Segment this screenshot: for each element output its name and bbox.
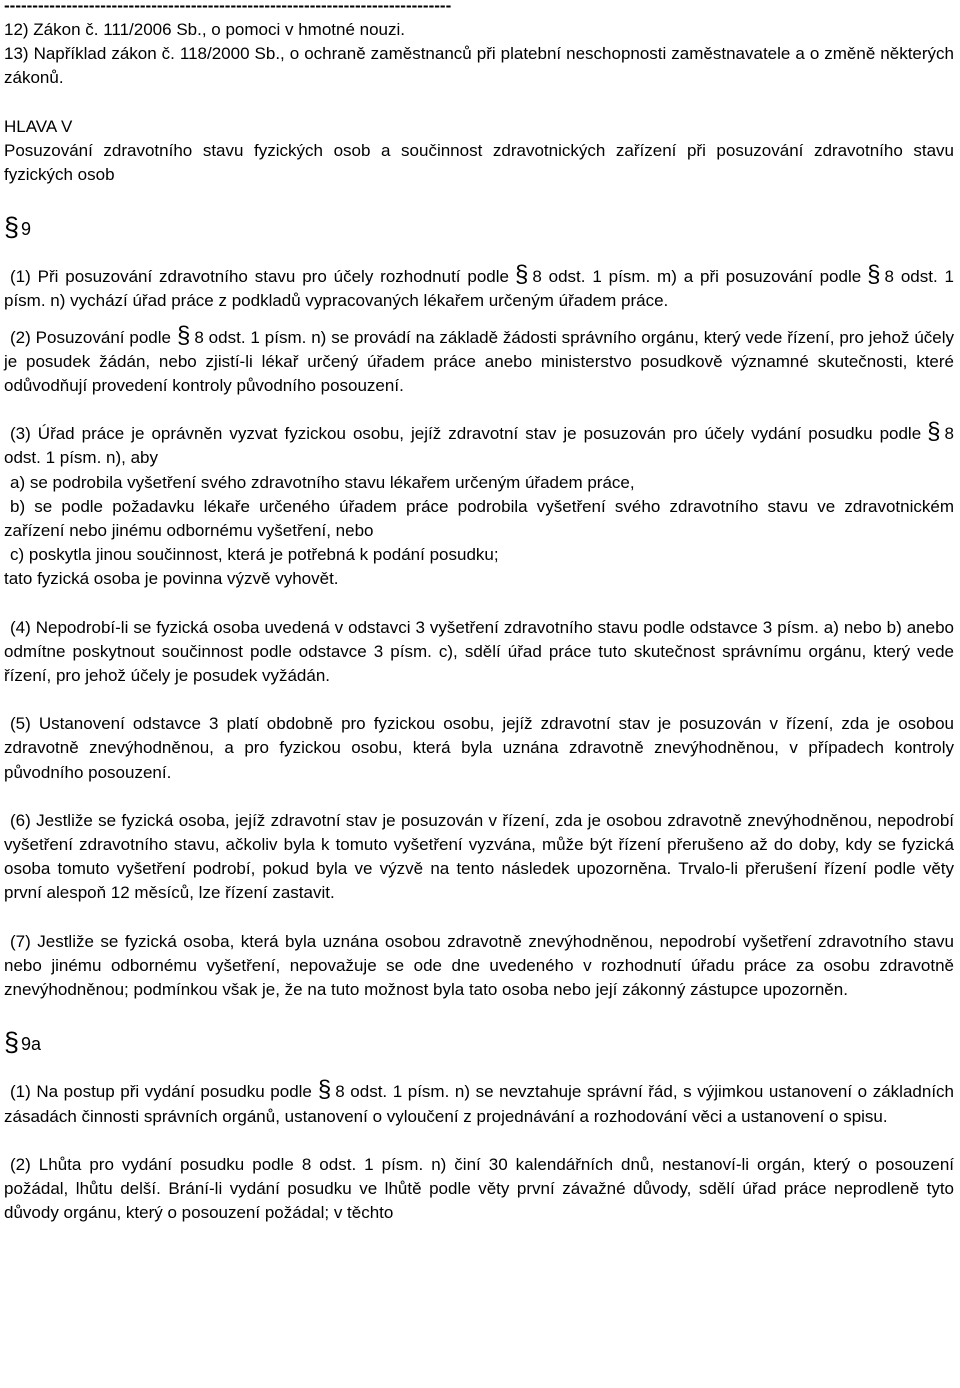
list-item-c: c) poskytla jinou součinnost, která je potřebná k podání posudku; (10, 545, 499, 565)
section-heading-9 (4, 211, 954, 241)
paragraph-9-6: (6) Jestliže se fyzická osoba, jejíž zdravotní stav je posuzován v řízení, zda je osobou zdravotně znevýhodněnou, nepodrobí vyšetření zdravotního stavu, ačkoliv byla k tomuto vyšetření vyzvána, může být řízení přerušeno až do doby, kdy se fyzická osoba tomuto vyšetření podrobí, pokud byla ve výzvě na tento následek upozorněna. Trvalo-li přerušení řízení podle věty první alespoň 12 měsíců, lze řízení zastavit. (4, 810, 954, 903)
paragraph-9-2: (2) Posuzování podle § 8 odst. 1 písm. n) se provádí na základě žádosti správního orgánu, který vede řízení, pro jehož účely je posudek žádán, nebo zjistí-li lékař určený úřadem práce anebo ministerstvo posudkově významné skutečnosti, které odůvodňují provedení kontroly původního posouzení. (4, 321, 954, 396)
section-sign-icon: § (176, 321, 191, 349)
footnote-13: 13) Například zákon č. 118/2000 Sb., o ochraně zaměstnanců při platební neschopnosti zaměstnavatele a o změně některých zákonů. (4, 44, 954, 88)
section-sign-icon: § (927, 418, 941, 446)
paragraph-9-5: (5) Ustanovení odstavce 3 platí obdobně pro fyzickou osobu, jejíž zdravotní stav je posuzován v řízení, zda je osobou zdravotně znevýhodněnou, a pro fyzickou osobu, která byla uznána zdravotně znevýhodněnou, v případech kontroly původního posouzení. (4, 714, 954, 782)
separator-line: ------------------------------------------------------------------------------- (4, 0, 452, 15)
paragraph-9a-1: (1) Na postup při vydání posudku podle § 8 odst. 1 písm. n) se nevztahuje správní řád, s výjimkou ustanovení o základních zásadách činnosti správních orgánů, ustanovení o vyloučení z projednávání a rozhodování věci a ustanovení o spisu. (4, 1076, 954, 1126)
section-number: 9a (21, 1034, 42, 1055)
section-sign-icon: § (514, 261, 529, 289)
paragraph-9-4: (4) Nepodrobí-li se fyzická osoba uvedená v odstavci 3 vyšetření zdravotního stavu podle odstavce 3 písm. a) nebo b) anebo odmítne poskytnout součinnost podle odstavce 3 písm. c), sdělí úřad práce tuto skutečnost správnímu orgánu, který vede řízení, pro jehož účely je posudek vyžádán. (4, 617, 954, 686)
section-sign-icon: § (867, 261, 881, 289)
paragraph-9-7: (7) Jestliže se fyzická osoba, která byla uznána osobou zdravotně znevýhodněnou, nepodrobí vyšetření zdravotního stavu nebo jinému odbornému vyšetření, nepovažuje se ode dne uvedeného v rozhodnutí úřadu práce za osobu zdravotně znevýhodněnou; podmínkou však je, že na tuto možnost byla tato osoba nebo její zákonný zástupce upozorněn. (4, 931, 954, 1000)
chapter-title: Posuzování zdravotního stavu fyzických osob a součinnost zdravotnických zařízení při posuzování zdravotního stavu fyzických osob (4, 140, 954, 185)
paragraph-9a-2: (2) Lhůta pro vydání posudku podle 8 odst. 1 písm. n) činí 30 kalendářních dnů, nestanoví-li orgán, který o posouzení požádal, lhůtu delší. Brání-li vydání posudku ve lhůtě podle věty první závažné důvody, sdělí úřad práce neprodleně tyto důvody orgánu, který o posouzení požádal; v těchto (4, 1154, 954, 1223)
paragraph-9-1: (1) Při posuzování zdravotního stavu pro účely rozhodnutí podle § 8 odst. 1 písm. m) a při posuzování podle § 8 odst. 1 písm. n) vychází úřad práce z podkladů vypracovaných lékařem určeným úřadem práce. (4, 261, 954, 311)
section-sign-icon: § (4, 1027, 20, 1058)
section-sign-icon: § (4, 212, 20, 243)
section-number: 9 (21, 219, 32, 240)
paragraph-9-3: (3) Úřad práce je oprávněn vyzvat fyzickou osobu, jejíž zdravotní stav je posuzován pro účely vydání posudku podle § 8 odst. 1 písm. n), aby (4, 418, 954, 468)
chapter-label: HLAVA V (4, 116, 73, 136)
section-heading-9a (4, 1026, 954, 1056)
paragraph-9-3-end: tato fyzická osoba je povinna výzvě vyhovět. (4, 569, 339, 589)
list-item-b: b) se podle požadavku lékaře určeného úřadem práce podrobila vyšetření svého zdravotního stavu ve zdravotnickém zařízení nebo jinému odbornému vyšetření, nebo (4, 496, 954, 541)
document-page (4, 0, 954, 1225)
footnote-12: 12) Zákon č. 111/2006 Sb., o pomoci v hmotné nouzi. (4, 20, 405, 39)
section-sign-icon: § (317, 1076, 332, 1104)
list-item-a: a) se podrobila vyšetření svého zdravotního stavu lékařem určeným úřadem práce, (10, 472, 635, 492)
